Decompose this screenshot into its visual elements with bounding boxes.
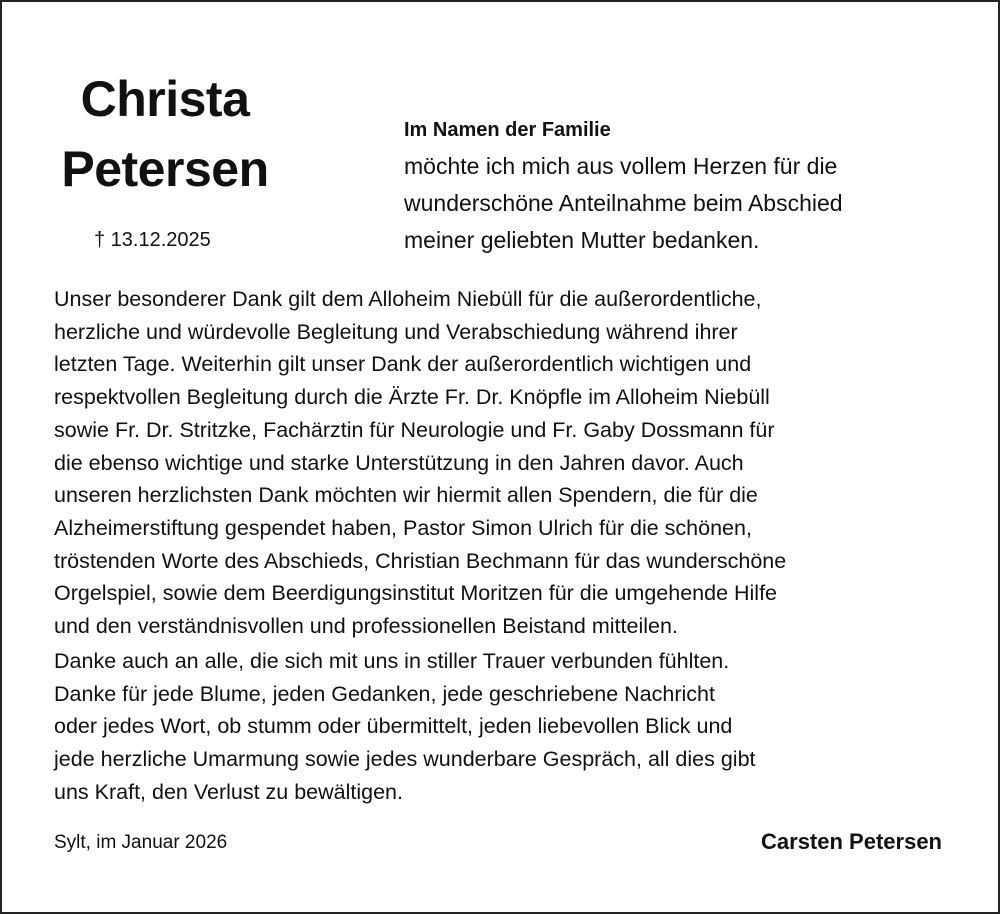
deceased-first-name: Christa [80,71,250,127]
paragraph-line: und den verständnisvollen und professionellen Beistand mitteilen. [54,614,678,639]
paragraph-line: Alzheimerstiftung gespendet haben, Pastor Simon Ulrich für die schönen, [54,515,752,540]
paragraph-line: die ebenso wichtige und starke Unterstützung in den Jahren davor. Auch [54,450,744,475]
paragraph-line: Orgelspiel, sowie dem Beerdigungsinstitut Moritzen für die umgehende Hilfe [54,581,778,606]
intro-line: wunderschöne Anteilnahme beim Abschied [404,190,843,216]
thanks-paragraph-2 [54,645,974,809]
thanks-paragraph-1 [54,283,974,643]
intro-block [404,115,974,259]
intro-heading: Im Namen der Familie [404,119,611,141]
paragraph-line: letzten Tage. Weiterhin gilt unser Dank der außerordentlich wichtigen und [54,352,752,377]
paragraph-line: jede herzliche Umarmung sowie jedes wunderbare Gespräch, all dies gibt [54,747,756,772]
paragraph-line: oder jedes Wort, ob stumm oder übermittelt, jeden liebevollen Blick und [54,714,733,739]
paragraph-line: Unser besonderer Dank gilt dem Alloheim Niebüll für die außerordentliche, [54,287,762,311]
paragraph-line: Danke für jede Blume, jeden Gedanken, jede geschriebene Nachricht [54,681,715,706]
paragraph-line: Danke auch an alle, die sich mit uns in stiller Trauer verbunden fühlten. [54,649,730,673]
signature: Carsten Petersen [761,829,942,854]
deceased-last-name: Petersen [61,141,269,197]
death-date: † 13.12.2025 [94,229,211,251]
intro-line: möchte ich mich aus vollem Herzen für die [404,153,838,179]
place-and-date: Sylt, im Januar 2026 [54,832,228,853]
paragraph-line: herzliche und würdevolle Begleitung und Verabschiedung während ihrer [54,319,738,344]
paragraph-line: unseren herzlichsten Dank möchten wir hiermit allen Spendern, die für die [54,483,758,508]
paragraph-line: respektvollen Begleitung durch die Ärzte Fr. Dr. Knöpfle im Alloheim Niebüll [54,385,770,410]
intro-line: meiner geliebten Mutter bedanken. [404,227,760,253]
paragraph-line: sowie Fr. Dr. Stritzke, Fachärztin für Neurologie und Fr. Gaby Dossmann für [54,417,775,442]
paragraph-line: tröstenden Worte des Abschieds, Christian Bechmann für das wunderschöne [54,548,787,573]
paragraph-line: uns Kraft, den Verlust zu bewältigen. [54,779,403,804]
